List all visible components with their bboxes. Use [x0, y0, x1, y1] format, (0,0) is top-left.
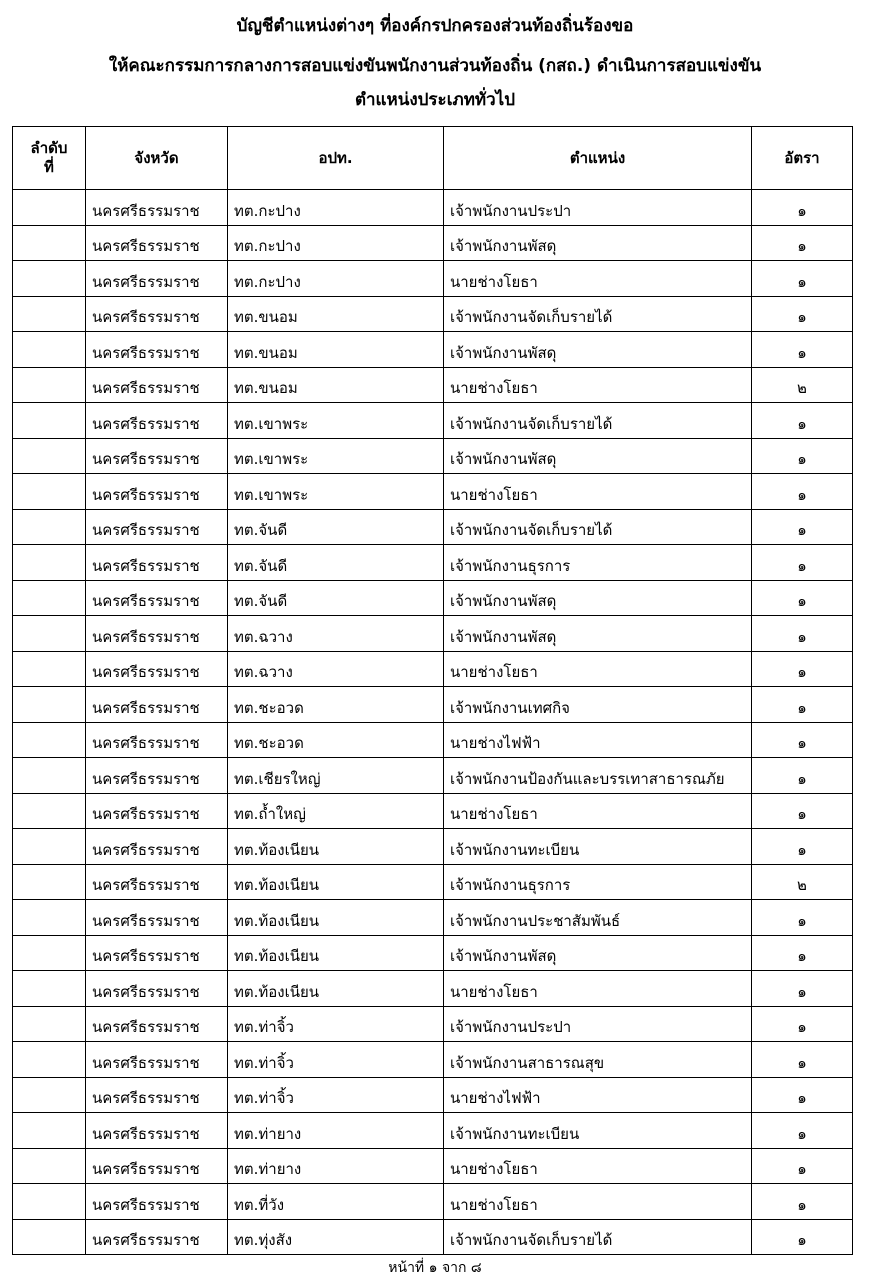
- cell-province: นครศรีธรรมราช: [86, 758, 228, 794]
- header-rate: อัตรา: [752, 127, 853, 190]
- cell-rate: ๒: [752, 864, 853, 900]
- table-row: [13, 474, 853, 510]
- cell-org: ทต.ท้องเนียน: [228, 864, 444, 900]
- cell-org: ทต.ท่าจิ้ว: [228, 1042, 444, 1078]
- cell-order: [13, 438, 86, 474]
- cell-rate: ๑: [752, 296, 853, 332]
- cell-rate: ๑: [752, 474, 853, 510]
- cell-org: ทต.ท่ายาง: [228, 1113, 444, 1149]
- header-order: [13, 127, 86, 190]
- cell-position: เจ้าพนักงานทะเบียน: [444, 1113, 752, 1149]
- cell-order: [13, 1042, 86, 1078]
- cell-org: ทต.ชะอวด: [228, 687, 444, 723]
- table-row: [13, 616, 853, 652]
- cell-order: [13, 225, 86, 261]
- cell-rate: ๑: [752, 545, 853, 581]
- cell-order: [13, 580, 86, 616]
- cell-org: ทต.กะปาง: [228, 190, 444, 226]
- cell-order: [13, 900, 86, 936]
- cell-order: [13, 332, 86, 368]
- table-row: [13, 971, 853, 1007]
- cell-position: เจ้าพนักงานสาธารณสุข: [444, 1042, 752, 1078]
- cell-order: [13, 261, 86, 297]
- cell-position: เจ้าพนักงานพัสดุ: [444, 438, 752, 474]
- table-row: [13, 722, 853, 758]
- cell-position: เจ้าพนักงานธุรการ: [444, 545, 752, 581]
- cell-rate: ๑: [752, 1006, 853, 1042]
- cell-position: เจ้าพนักงานพัสดุ: [444, 225, 752, 261]
- cell-rate: ๑: [752, 616, 853, 652]
- cell-province: นครศรีธรรมราช: [86, 332, 228, 368]
- table-row: [13, 545, 853, 581]
- cell-position: นายช่างโยธา: [444, 261, 752, 297]
- cell-org: ทต.เขาพระ: [228, 438, 444, 474]
- table-row: [13, 1184, 853, 1220]
- cell-position: เจ้าพนักงานพัสดุ: [444, 332, 752, 368]
- header-org: อปท.: [228, 127, 444, 190]
- cell-province: นครศรีธรรมราช: [86, 864, 228, 900]
- table-row: [13, 261, 853, 297]
- cell-province: นครศรีธรรมราช: [86, 403, 228, 439]
- cell-org: ทต.ถ้ำใหญ่: [228, 793, 444, 829]
- table-row: [13, 793, 853, 829]
- table-row: [13, 1219, 853, 1255]
- cell-rate: ๑: [752, 722, 853, 758]
- cell-position: นายช่างโยธา: [444, 971, 752, 1007]
- header-order-line-2: ที่: [44, 158, 54, 176]
- table-row: [13, 509, 853, 545]
- cell-position: เจ้าพนักงานป้องกันและบรรเทาสาธารณภัย: [444, 758, 752, 794]
- table-row: [13, 687, 853, 723]
- cell-position: เจ้าพนักงานจัดเก็บรายได้: [444, 509, 752, 545]
- cell-rate: ๑: [752, 1113, 853, 1149]
- cell-position: เจ้าพนักงานประปา: [444, 1006, 752, 1042]
- cell-position: เจ้าพนักงานประปา: [444, 190, 752, 226]
- cell-org: ทต.ฉวาง: [228, 616, 444, 652]
- cell-order: [13, 722, 86, 758]
- cell-position: เจ้าพนักงานประชาสัมพันธ์: [444, 900, 752, 936]
- cell-position: เจ้าพนักงานพัสดุ: [444, 616, 752, 652]
- cell-order: [13, 1219, 86, 1255]
- cell-province: นครศรีธรรมราช: [86, 616, 228, 652]
- cell-order: [13, 651, 86, 687]
- cell-org: ทต.ท้องเนียน: [228, 971, 444, 1007]
- cell-order: [13, 1006, 86, 1042]
- cell-org: ทต.ท่าจิ้ว: [228, 1077, 444, 1113]
- cell-province: นครศรีธรรมราช: [86, 474, 228, 510]
- cell-rate: ๑: [752, 580, 853, 616]
- cell-org: ทต.ท่าจิ้ว: [228, 1006, 444, 1042]
- cell-org: ทต.ทุ่งสัง: [228, 1219, 444, 1255]
- cell-position: นายช่างไฟฟ้า: [444, 1077, 752, 1113]
- cell-order: [13, 758, 86, 794]
- cell-province: นครศรีธรรมราช: [86, 580, 228, 616]
- cell-org: ทต.ขนอม: [228, 367, 444, 403]
- cell-order: [13, 1077, 86, 1113]
- cell-province: นครศรีธรรมราช: [86, 225, 228, 261]
- cell-rate: ๑: [752, 971, 853, 1007]
- cell-province: นครศรีธรรมราช: [86, 1113, 228, 1149]
- cell-rate: ๑: [752, 1148, 853, 1184]
- cell-order: [13, 545, 86, 581]
- cell-position: นายช่างโยธา: [444, 1184, 752, 1220]
- cell-province: นครศรีธรรมราช: [86, 935, 228, 971]
- cell-province: นครศรีธรรมราช: [86, 1042, 228, 1078]
- cell-rate: ๑: [752, 935, 853, 971]
- cell-order: [13, 829, 86, 865]
- cell-province: นครศรีธรรมราช: [86, 793, 228, 829]
- table-row: [13, 1042, 853, 1078]
- cell-position: เจ้าพนักงานจัดเก็บรายได้: [444, 1219, 752, 1255]
- cell-org: ทต.ขนอม: [228, 332, 444, 368]
- cell-rate: ๑: [752, 793, 853, 829]
- cell-position: เจ้าพนักงานพัสดุ: [444, 580, 752, 616]
- cell-province: นครศรีธรรมราช: [86, 190, 228, 226]
- table-row: [13, 1006, 853, 1042]
- cell-province: นครศรีธรรมราช: [86, 722, 228, 758]
- cell-rate: ๑: [752, 261, 853, 297]
- cell-order: [13, 793, 86, 829]
- cell-position: นายช่างโยธา: [444, 474, 752, 510]
- cell-rate: ๑: [752, 687, 853, 723]
- table-row: [13, 580, 853, 616]
- cell-position: เจ้าพนักงานทะเบียน: [444, 829, 752, 865]
- cell-rate: ๑: [752, 1219, 853, 1255]
- cell-province: นครศรีธรรมราช: [86, 1184, 228, 1220]
- cell-province: นครศรีธรรมราช: [86, 296, 228, 332]
- cell-order: [13, 1113, 86, 1149]
- cell-position: นายช่างโยธา: [444, 651, 752, 687]
- cell-org: ทต.ท้องเนียน: [228, 935, 444, 971]
- cell-order: [13, 864, 86, 900]
- page-number: หน้าที่ ๑ จาก ๘: [388, 1260, 482, 1276]
- table-row: [13, 225, 853, 261]
- cell-province: นครศรีธรรมราช: [86, 1077, 228, 1113]
- cell-order: [13, 1184, 86, 1220]
- cell-province: นครศรีธรรมราช: [86, 545, 228, 581]
- cell-rate: ๑: [752, 190, 853, 226]
- cell-org: ทต.ท้องเนียน: [228, 900, 444, 936]
- cell-org: ทต.กะปาง: [228, 225, 444, 261]
- cell-rate: ๑: [752, 758, 853, 794]
- cell-province: นครศรีธรรมราช: [86, 1219, 228, 1255]
- cell-province: นครศรีธรรมราช: [86, 509, 228, 545]
- table-header-row: [13, 127, 853, 190]
- table-row: [13, 1148, 853, 1184]
- table-row: [13, 829, 853, 865]
- cell-province: นครศรีธรรมราช: [86, 367, 228, 403]
- cell-order: [13, 367, 86, 403]
- cell-org: ทต.เขาพระ: [228, 403, 444, 439]
- cell-rate: ๑: [752, 438, 853, 474]
- cell-order: [13, 296, 86, 332]
- table-row: [13, 367, 853, 403]
- cell-order: [13, 403, 86, 439]
- table-row: [13, 758, 853, 794]
- cell-position: เจ้าพนักงานธุรการ: [444, 864, 752, 900]
- cell-position: นายช่างโยธา: [444, 1148, 752, 1184]
- cell-province: นครศรีธรรมราช: [86, 438, 228, 474]
- cell-org: ทต.จันดี: [228, 509, 444, 545]
- cell-province: นครศรีธรรมราช: [86, 900, 228, 936]
- cell-position: เจ้าพนักงานเทศกิจ: [444, 687, 752, 723]
- cell-province: นครศรีธรรมราช: [86, 829, 228, 865]
- header-province: จังหวัด: [86, 127, 228, 190]
- cell-province: นครศรีธรรมราช: [86, 1148, 228, 1184]
- cell-rate: ๒: [752, 367, 853, 403]
- cell-rate: ๑: [752, 403, 853, 439]
- table-row: [13, 332, 853, 368]
- cell-rate: ๑: [752, 1077, 853, 1113]
- cell-order: [13, 616, 86, 652]
- cell-org: ทต.ท้องเนียน: [228, 829, 444, 865]
- cell-rate: ๑: [752, 1042, 853, 1078]
- header-order-line-1: ลำดับ: [30, 139, 68, 157]
- cell-order: [13, 190, 86, 226]
- cell-rate: ๑: [752, 332, 853, 368]
- table-row: [13, 438, 853, 474]
- cell-org: ทต.ชะอวด: [228, 722, 444, 758]
- cell-org: ทต.เขาพระ: [228, 474, 444, 510]
- cell-position: นายช่างโยธา: [444, 367, 752, 403]
- document-title-line-2: ให้คณะกรรมการกลางการสอบแข่งขันพนักงานส่วนท้องถิ่น (กสถ.) ดำเนินการสอบแข่งขัน: [108, 56, 762, 76]
- cell-position: เจ้าพนักงานจัดเก็บรายได้: [444, 403, 752, 439]
- cell-rate: ๑: [752, 509, 853, 545]
- cell-order: [13, 687, 86, 723]
- cell-province: นครศรีธรรมราช: [86, 971, 228, 1007]
- cell-province: นครศรีธรรมราช: [86, 261, 228, 297]
- table-row: [13, 1113, 853, 1149]
- cell-org: ทต.ฉวาง: [228, 651, 444, 687]
- cell-province: นครศรีธรรมราช: [86, 1006, 228, 1042]
- table-row: [13, 935, 853, 971]
- table-body: [13, 190, 853, 1255]
- table-row: [13, 190, 853, 226]
- cell-position: นายช่างโยธา: [444, 793, 752, 829]
- cell-order: [13, 1148, 86, 1184]
- cell-org: ทต.กะปาง: [228, 261, 444, 297]
- cell-order: [13, 935, 86, 971]
- table-row: [13, 403, 853, 439]
- table-row: [13, 864, 853, 900]
- cell-rate: ๑: [752, 900, 853, 936]
- cell-org: ทต.จันดี: [228, 545, 444, 581]
- document-title-line-3: ตำแหน่งประเภททั่วไป: [354, 90, 516, 110]
- cell-order: [13, 971, 86, 1007]
- cell-rate: ๑: [752, 829, 853, 865]
- table-row: [13, 296, 853, 332]
- cell-position: เจ้าพนักงานจัดเก็บรายได้: [444, 296, 752, 332]
- cell-org: ทต.จันดี: [228, 580, 444, 616]
- header-position: ตำแหน่ง: [444, 127, 752, 190]
- cell-org: ทต.เชียรใหญ่: [228, 758, 444, 794]
- table-row: [13, 1077, 853, 1113]
- cell-position: เจ้าพนักงานพัสดุ: [444, 935, 752, 971]
- document-title-line-1: บัญชีตำแหน่งต่างๆ ที่องค์กรปกครองส่วนท้องถิ่นร้องขอ: [236, 16, 634, 36]
- table-row: [13, 651, 853, 687]
- cell-rate: ๑: [752, 225, 853, 261]
- cell-province: นครศรีธรรมราช: [86, 687, 228, 723]
- cell-order: [13, 509, 86, 545]
- positions-table: [12, 126, 853, 1255]
- table-row: [13, 900, 853, 936]
- cell-order: [13, 474, 86, 510]
- cell-rate: ๑: [752, 1184, 853, 1220]
- cell-org: ทต.ท่ายาง: [228, 1148, 444, 1184]
- cell-province: นครศรีธรรมราช: [86, 651, 228, 687]
- cell-org: ทต.ที่วัง: [228, 1184, 444, 1220]
- cell-position: นายช่างไฟฟ้า: [444, 722, 752, 758]
- cell-org: ทต.ขนอม: [228, 296, 444, 332]
- cell-rate: ๑: [752, 651, 853, 687]
